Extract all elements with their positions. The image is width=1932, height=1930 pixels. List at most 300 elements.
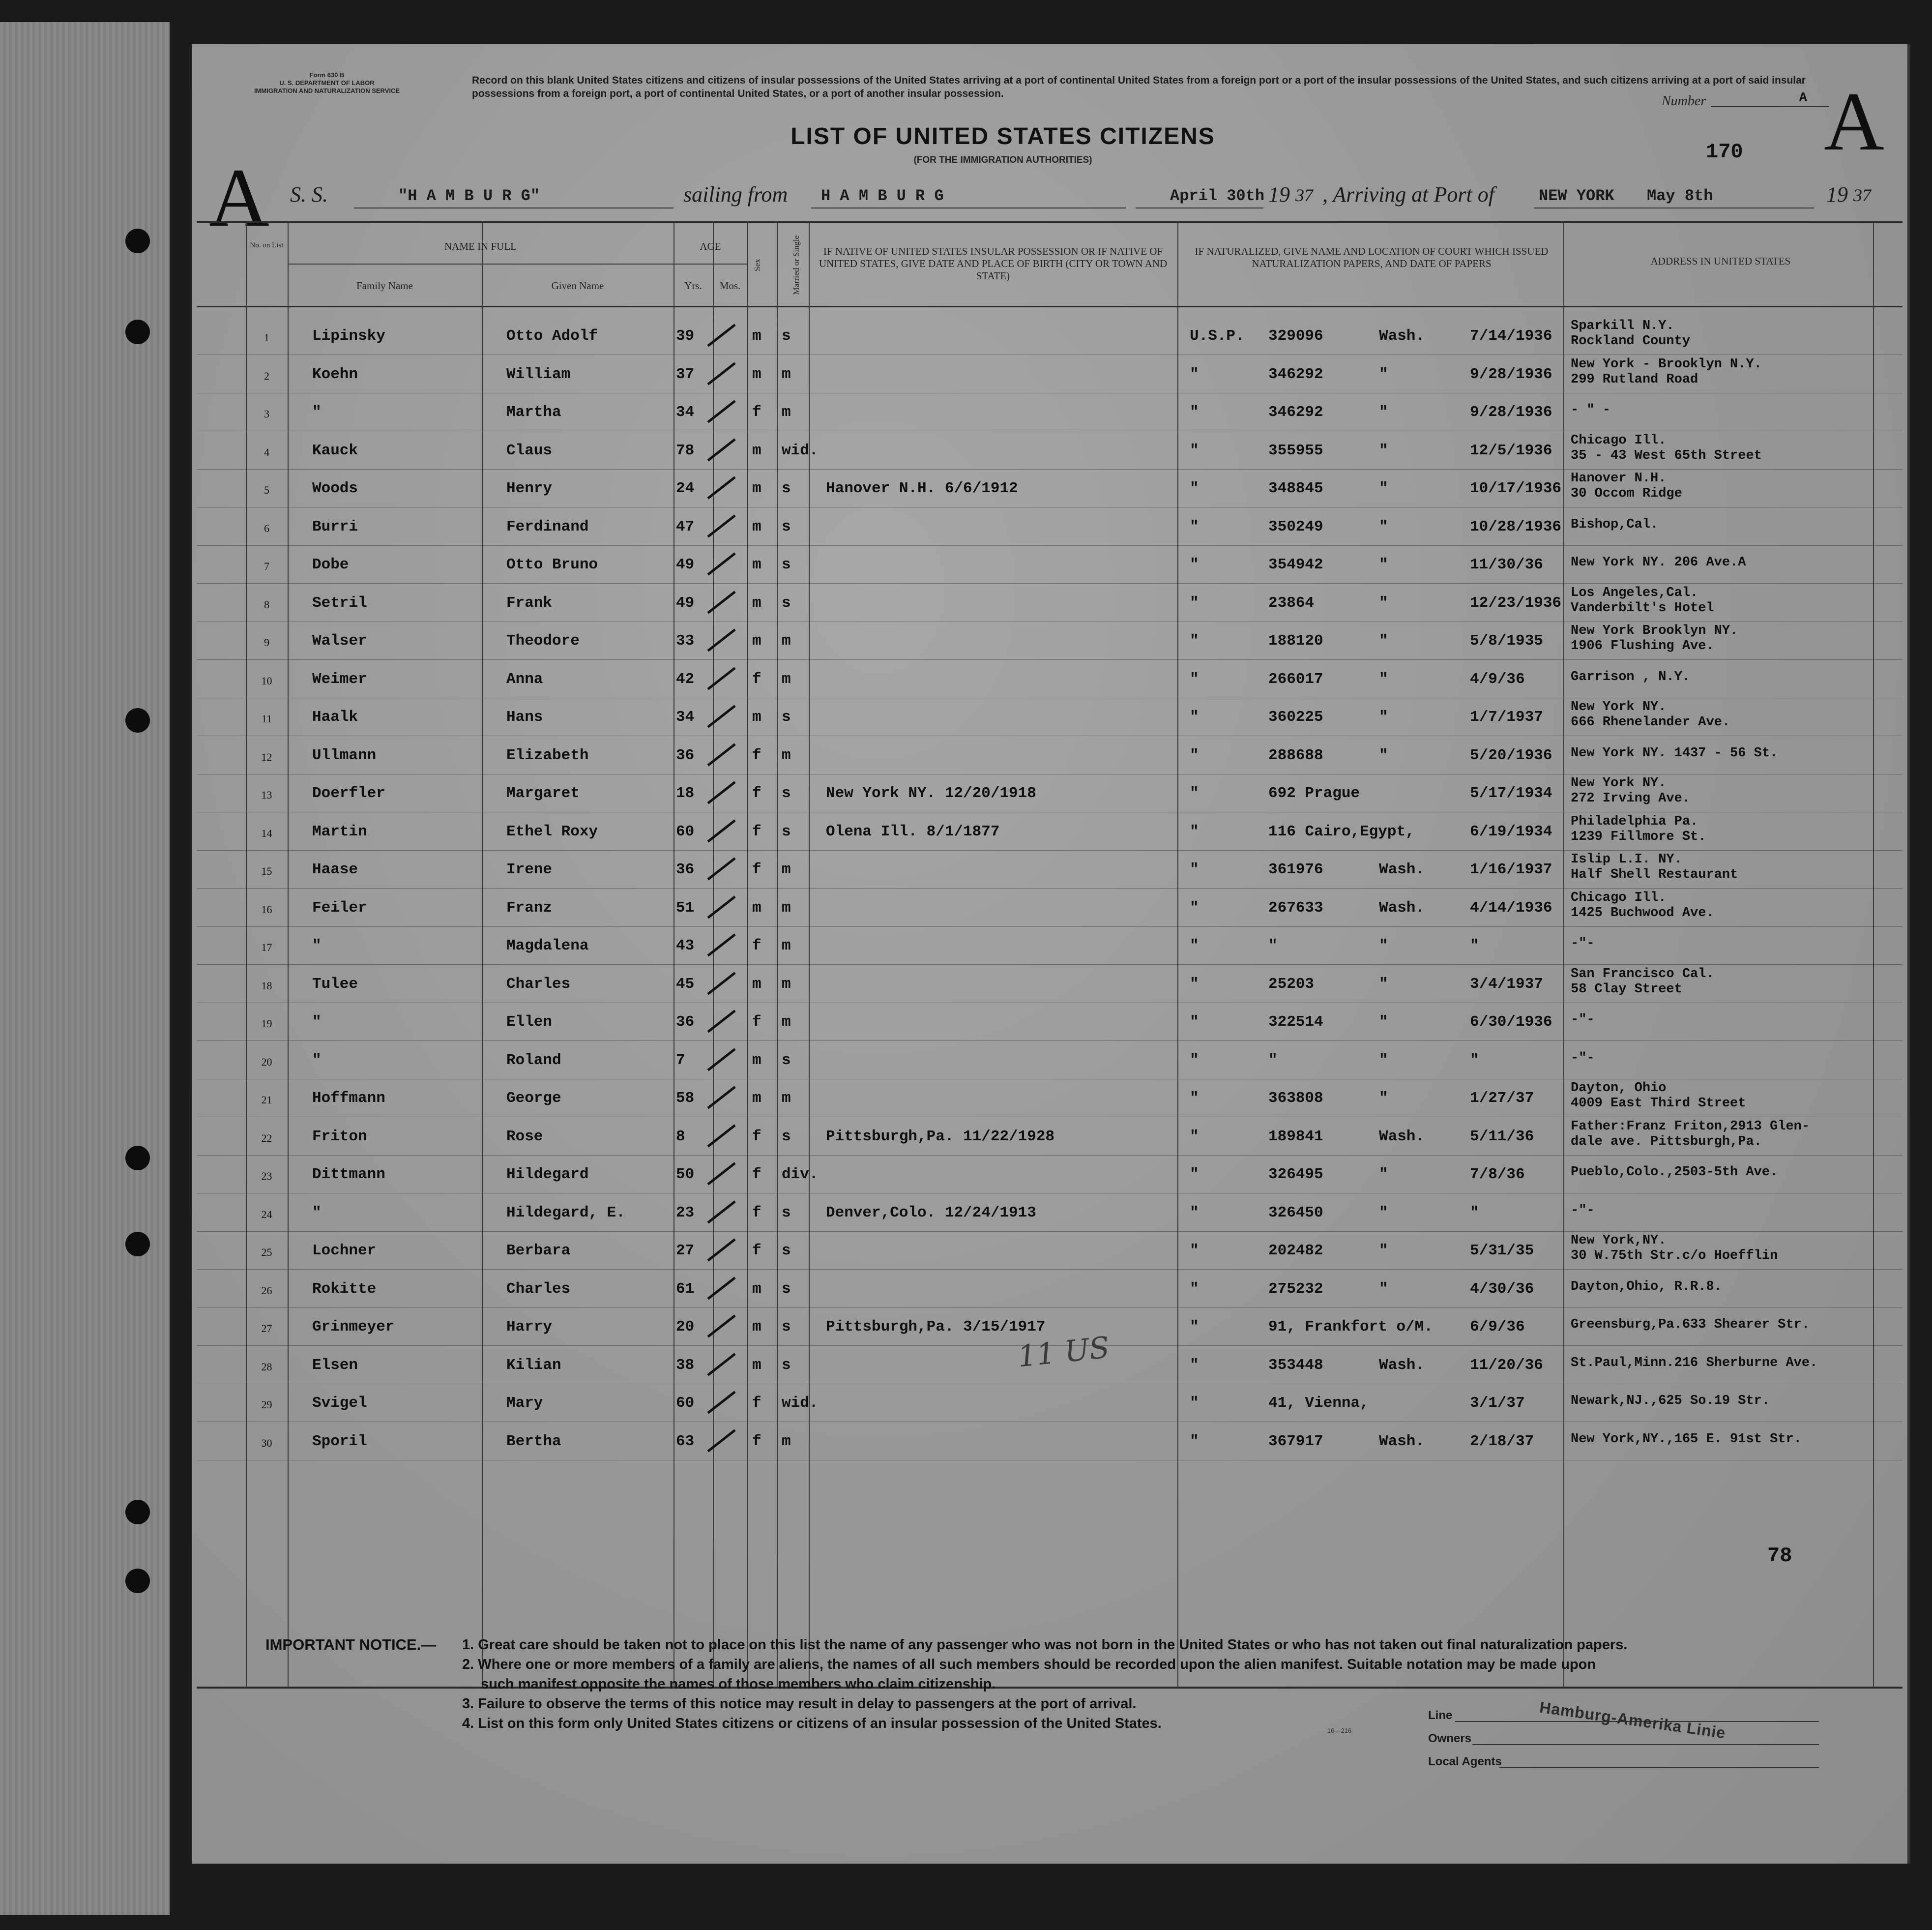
sex: f <box>752 1204 761 1221</box>
marital-status: s <box>782 823 791 840</box>
marital-status: m <box>782 1432 791 1450</box>
address-line-1: New York,NY.,165 E. 91st Str. <box>1571 1431 1802 1447</box>
court: " <box>1379 1013 1388 1031</box>
notice-heading: IMPORTANT NOTICE.— <box>265 1636 437 1653</box>
certificate-number: 363808 <box>1268 1090 1323 1107</box>
table-row <box>197 699 1903 736</box>
table-row <box>197 1118 1903 1156</box>
family-name: " <box>312 1051 322 1069</box>
marital-status: s <box>782 518 791 535</box>
header-sex: Sex <box>752 259 762 271</box>
row-number: 7 <box>264 560 269 572</box>
given-name: Frank <box>506 594 553 612</box>
papers-date: 9/28/1936 <box>1470 404 1552 421</box>
papers-date: 6/9/36 <box>1470 1318 1525 1336</box>
address-line-1: Bishop,Cal. <box>1571 517 1659 532</box>
table-row <box>197 661 1903 698</box>
given-name: Bertha <box>506 1432 561 1450</box>
family-name: " <box>312 1013 322 1031</box>
address-line-1: Dayton,Ohio, R.R.8. <box>1571 1279 1722 1294</box>
marital-status: m <box>782 670 791 688</box>
address-line-2: 299 Rutland Road <box>1571 372 1698 387</box>
check-mark <box>707 476 735 499</box>
marital-status: wid. <box>782 442 819 459</box>
table-row <box>197 546 1903 584</box>
marital-status: s <box>782 1128 791 1145</box>
year-to: 37 <box>1853 185 1871 205</box>
row-number: 22 <box>261 1131 272 1144</box>
papers-date: " <box>1470 1204 1479 1221</box>
court: Wash. <box>1379 899 1425 917</box>
sex: m <box>752 327 761 345</box>
address-line-2: 1906 Flushing Ave. <box>1571 639 1714 653</box>
family-name: Kauck <box>312 442 358 459</box>
naturalization-mark: " <box>1190 365 1199 383</box>
papers-date: 2/18/37 <box>1470 1432 1534 1450</box>
certificate-number: 275232 <box>1268 1280 1323 1298</box>
sex: m <box>752 556 761 573</box>
certificate-number: 266017 <box>1268 670 1323 688</box>
certificate-number: 350249 <box>1268 518 1323 535</box>
family-name: Elsen <box>312 1356 358 1374</box>
table-row <box>197 1232 1903 1270</box>
given-name: Otto Adolf <box>506 327 598 345</box>
marital-status: s <box>782 480 791 497</box>
naturalization-mark: " <box>1190 823 1199 840</box>
naturalization-mark: " <box>1190 632 1199 650</box>
court: " <box>1379 1090 1388 1107</box>
check-mark <box>707 400 735 423</box>
papers-date: 4/9/36 <box>1470 670 1525 688</box>
naturalization-mark: " <box>1190 1395 1199 1412</box>
row-number: 4 <box>264 445 269 458</box>
instructions: Record on this blank United States citizens and citizens of insular possessions of the United States arriving at a port of continental United States from a foreign port or a port of the insular possessions of the United States, and such citizens arriving at a port of said insular possessions from a foreign port, a port of continental United States, or a port of another insular possession. <box>472 75 1806 99</box>
row-number: 6 <box>264 522 269 534</box>
table-row <box>197 1004 1903 1041</box>
age-years: 34 <box>676 709 695 726</box>
papers-date: 11/20/36 <box>1470 1356 1543 1374</box>
family-name: Dobe <box>312 556 349 573</box>
given-name: Margaret <box>506 785 580 802</box>
naturalization-mark: " <box>1190 1051 1199 1069</box>
address-line-1: Los Angeles,Cal. <box>1571 585 1698 600</box>
family-name: Feiler <box>312 899 367 917</box>
table-row <box>197 394 1903 431</box>
table-row <box>197 737 1903 774</box>
row-number: 12 <box>261 750 272 763</box>
address-line-1: New York NY. <box>1571 700 1667 714</box>
given-name: Hildegard <box>506 1166 589 1183</box>
family-name: " <box>312 937 322 954</box>
certificate-number: 23864 <box>1268 594 1315 612</box>
age-years: 49 <box>676 556 695 573</box>
court: " <box>1379 1166 1388 1183</box>
check-mark <box>707 667 735 690</box>
court: Wash. <box>1379 861 1425 878</box>
row-number: 24 <box>261 1208 272 1220</box>
certificate-number: 202482 <box>1268 1242 1323 1259</box>
punch-hole <box>125 1569 150 1593</box>
naturalization-mark: " <box>1190 746 1199 764</box>
family-name: Martin <box>312 823 367 840</box>
header-naturalized: IF NATURALIZED, GIVE NAME AND LOCATION OF COURT WHICH ISSUED NATURALIZATION PAPERS, AND DATE OF PAPERS <box>1195 245 1549 269</box>
check-mark <box>707 1238 735 1261</box>
row-number: 8 <box>264 598 269 611</box>
given-name: Kilian <box>506 1356 561 1374</box>
sex: m <box>752 975 761 993</box>
form-reference <box>214 71 440 95</box>
papers-date: 5/17/1934 <box>1470 785 1552 802</box>
papers-date: 10/17/1936 <box>1470 480 1562 497</box>
form-number: Form 630 B <box>309 71 345 79</box>
check-mark <box>707 1314 735 1337</box>
age-years: 37 <box>676 365 695 383</box>
age-years: 60 <box>676 1395 695 1412</box>
certificate-number: 267633 <box>1268 899 1323 917</box>
family-name: Haalk <box>312 709 358 726</box>
marital-status: m <box>782 746 791 764</box>
handwritten-signature: 11 US <box>1016 1330 1112 1374</box>
sex: m <box>752 1318 761 1336</box>
check-mark <box>707 324 735 347</box>
check-mark <box>707 1048 735 1071</box>
court: Wash. <box>1379 1356 1425 1374</box>
address-line-1: Pueblo,Colo.,2503-5th Ave. <box>1571 1165 1778 1180</box>
table-row <box>197 890 1903 927</box>
papers-date: 7/8/36 <box>1470 1166 1525 1183</box>
notice-item: 3. Failure to observe the terms of this notice may result in delay to passengers at the port of arrival. <box>462 1696 1137 1712</box>
certificate-number: 322514 <box>1268 1013 1323 1031</box>
age-years: 33 <box>676 632 695 650</box>
table-row <box>197 851 1903 889</box>
naturalization-mark: " <box>1190 1204 1199 1221</box>
age-years: 23 <box>676 1204 695 1221</box>
row-number: 2 <box>264 369 269 382</box>
check-mark <box>707 705 735 728</box>
check-mark <box>707 857 735 880</box>
family-name: Haase <box>312 861 358 878</box>
papers-date: 5/8/1935 <box>1470 632 1543 650</box>
header-given-name: Given Name <box>551 280 604 292</box>
age-years: 20 <box>676 1318 695 1336</box>
row-number: 14 <box>261 827 272 839</box>
court: Wash. <box>1379 1128 1425 1145</box>
marital-status: m <box>782 1090 791 1107</box>
sex: m <box>752 1280 761 1298</box>
family-name: Tulee <box>312 975 358 993</box>
given-name: Irene <box>506 861 553 878</box>
court: " <box>1379 709 1388 726</box>
port-to: NEW YORK <box>1539 187 1614 205</box>
sex: f <box>752 1395 761 1412</box>
family-name: " <box>312 404 322 421</box>
certificate-number: 188120 <box>1268 632 1323 650</box>
age-years: 27 <box>676 1242 695 1259</box>
papers-date: 5/20/1936 <box>1470 746 1552 764</box>
table-row <box>197 585 1903 622</box>
owners-label: Owners <box>1428 1732 1472 1745</box>
check-mark <box>707 743 735 766</box>
given-name: Franz <box>506 899 553 917</box>
punch-hole <box>125 229 150 253</box>
age-years: 49 <box>676 594 695 612</box>
check-mark <box>707 1353 735 1376</box>
marital-status: s <box>782 556 791 573</box>
certificate-number: 329096 <box>1268 327 1323 345</box>
date-to: May 8th <box>1647 187 1713 205</box>
given-name: Martha <box>506 404 561 421</box>
family-name: Walser <box>312 632 367 650</box>
header-mos: Mos. <box>719 280 741 292</box>
header-no: No. on List <box>250 241 284 249</box>
check-mark <box>707 933 735 956</box>
list-letter-left: A <box>209 151 269 244</box>
table-row <box>197 1194 1903 1232</box>
sex: m <box>752 1356 761 1374</box>
certificate-number: 326495 <box>1268 1166 1323 1183</box>
age-years: 18 <box>676 785 695 802</box>
certificate-number: 355955 <box>1268 442 1323 459</box>
papers-date: 7/14/1936 <box>1470 327 1552 345</box>
age-years: 78 <box>676 442 695 459</box>
papers-date: " <box>1470 937 1479 954</box>
marital-status: m <box>782 861 791 878</box>
punch-hole <box>125 1232 150 1256</box>
certificate-number: 360225 <box>1268 709 1323 726</box>
sheet-number: 170 <box>1706 140 1743 164</box>
row-number: 3 <box>264 408 269 420</box>
naturalization-mark: " <box>1190 518 1199 535</box>
service: IMMIGRATION AND NATURALIZATION SERVICE <box>254 87 400 94</box>
number-value: A <box>1799 90 1807 105</box>
address-line-2: 58 Clay Street <box>1571 981 1682 997</box>
given-name: Henry <box>506 480 553 497</box>
court: " <box>1379 1280 1388 1298</box>
family-name: Grinmeyer <box>312 1318 395 1336</box>
form-code: 16—216 <box>1327 1727 1352 1734</box>
sex: m <box>752 365 761 383</box>
address-line-1: Chicago Ill. <box>1571 890 1667 905</box>
department: U. S. DEPARTMENT OF LABOR <box>279 79 375 87</box>
marital-status: m <box>782 899 791 917</box>
naturalization-mark: U.S.P. <box>1190 327 1245 345</box>
age-years: 60 <box>676 823 695 840</box>
row-number: 9 <box>264 636 269 649</box>
age-years: 36 <box>676 746 695 764</box>
sex: f <box>752 746 761 764</box>
address-line-1: -"- <box>1571 1203 1595 1218</box>
marital-status: m <box>782 937 791 954</box>
row-number: 29 <box>261 1398 272 1411</box>
check-mark <box>707 1200 735 1223</box>
row-number: 1 <box>264 331 269 344</box>
certificate-number: 346292 <box>1268 365 1323 383</box>
marital-status: s <box>782 327 791 345</box>
birth-info: Olena Ill. 8/1/1877 <box>826 823 1000 840</box>
given-name: Hans <box>506 709 543 726</box>
naturalization-mark: " <box>1190 1090 1199 1107</box>
address-line-1: New York NY. <box>1571 776 1667 791</box>
age-years: 38 <box>676 1356 695 1374</box>
header-birth: IF NATIVE OF UNITED STATES INSULAR POSSESSION OR IF NATIVE OF UNITED STATES, GIVE DATE AND PLACE OF BIRTH (CITY OR TOWN AND STATE) <box>819 245 1168 282</box>
agents-label: Local Agents <box>1428 1755 1502 1768</box>
sex: f <box>752 937 761 954</box>
table-row <box>197 775 1903 812</box>
papers-date: 4/30/36 <box>1470 1280 1534 1298</box>
address-line-1: -"- <box>1571 936 1595 951</box>
naturalization-mark: " <box>1190 899 1199 917</box>
naturalization-mark: " <box>1190 1356 1199 1374</box>
header-name-in-full: NAME IN FULL <box>444 240 517 252</box>
row-number: 21 <box>261 1094 272 1106</box>
papers-date: 9/28/1936 <box>1470 365 1552 383</box>
year-from: 37 <box>1295 185 1313 205</box>
shipping-line-stamp: Hamburg-Amerika Linie <box>1538 1698 1727 1742</box>
court: " <box>1379 746 1388 764</box>
certificate-number: 354942 <box>1268 556 1323 573</box>
punch-hole <box>125 1146 150 1170</box>
family-name: " <box>312 1204 322 1221</box>
family-name: Setril <box>312 594 367 612</box>
court: " <box>1379 1051 1388 1069</box>
year-prefix-from: 19 <box>1268 182 1290 207</box>
check-mark <box>707 781 735 804</box>
table-row <box>197 1042 1903 1079</box>
marital-status: m <box>782 975 791 993</box>
marital-status: s <box>782 785 791 802</box>
certificate-number: 348845 <box>1268 480 1323 497</box>
age-years: 42 <box>676 670 695 688</box>
table-row <box>197 1385 1903 1422</box>
papers-date: 3/4/1937 <box>1470 975 1543 993</box>
row-number: 28 <box>261 1360 272 1373</box>
age-years: 63 <box>676 1432 695 1450</box>
birth-info: Hanover N.H. 6/6/1912 <box>826 480 1018 497</box>
marital-status: s <box>782 1242 791 1259</box>
papers-date: 5/31/35 <box>1470 1242 1534 1259</box>
naturalization-mark: " <box>1190 1432 1199 1450</box>
certificate-number: 692 Prague <box>1268 785 1360 802</box>
address-line-1: Father:Franz Friton,2913 Glen- <box>1571 1119 1810 1134</box>
table-row <box>197 927 1903 965</box>
check-mark <box>707 895 735 919</box>
address-line-1: New York NY. 206 Ave.A <box>1571 555 1746 570</box>
naturalization-mark: " <box>1190 937 1199 954</box>
row-number: 20 <box>261 1055 272 1068</box>
certificate-number: " <box>1268 1051 1278 1069</box>
table-row <box>197 966 1903 1003</box>
address-line-1: Greensburg,Pa.633 Shearer Str. <box>1571 1317 1810 1332</box>
sex: f <box>752 785 761 802</box>
marital-status: div. <box>782 1166 819 1183</box>
header-address: ADDRESS IN UNITED STATES <box>1650 255 1791 267</box>
papers-date: 11/30/36 <box>1470 556 1543 573</box>
age-years: 45 <box>676 975 695 993</box>
age-years: 58 <box>676 1090 695 1107</box>
papers-date: 3/1/37 <box>1470 1395 1525 1412</box>
table-row <box>197 356 1903 393</box>
court: " <box>1379 556 1388 573</box>
naturalization-mark: " <box>1190 442 1199 459</box>
given-name: Berbara <box>506 1242 571 1259</box>
header-married: Married or Single <box>791 235 801 295</box>
address-line-1: - " - <box>1571 403 1611 417</box>
address-line-2: 35 - 43 West 65th Street <box>1571 448 1762 463</box>
sex: f <box>752 1166 761 1183</box>
sex: m <box>752 594 761 612</box>
age-years: 36 <box>676 861 695 878</box>
table-row <box>197 470 1903 507</box>
address-line-2: 30 W.75th Str.c/o Hoefflin <box>1571 1248 1778 1263</box>
table-row <box>197 1271 1903 1308</box>
birth-info: Denver,Colo. 12/24/1913 <box>826 1204 1036 1221</box>
marital-status: wid. <box>782 1395 819 1412</box>
sex: f <box>752 1242 761 1259</box>
notice-item: 2. Where one or more members of a family are aliens, the names of all such members should be recorded upon the alien manifest. Suitable notation may be made upon <box>462 1657 1596 1672</box>
naturalization-mark: " <box>1190 861 1199 878</box>
certificate-number: 91, Frankfort o/M. <box>1268 1318 1433 1336</box>
check-mark <box>707 438 735 461</box>
check-mark <box>707 628 735 652</box>
sex: m <box>752 480 761 497</box>
header-yrs: Yrs. <box>684 280 702 292</box>
punch-hole <box>125 320 150 344</box>
family-name: Sporil <box>312 1432 367 1450</box>
check-mark <box>707 1429 735 1452</box>
marital-status: m <box>782 404 791 421</box>
given-name: Mary <box>506 1395 543 1412</box>
family-name: Lochner <box>312 1242 377 1259</box>
naturalization-mark: " <box>1190 785 1199 802</box>
notice-item: 1. Great care should be taken not to place on this list the name of any passenger who was not born in the United States or who has not taken out final naturalization papers. <box>462 1637 1628 1653</box>
date-from: April 30th <box>1170 187 1265 205</box>
row-number: 10 <box>261 674 272 687</box>
family-name: Koehn <box>312 365 358 383</box>
certificate-number: 361976 <box>1268 861 1323 878</box>
check-mark <box>707 1086 735 1109</box>
marital-status: s <box>782 594 791 612</box>
row-number: 27 <box>261 1322 272 1335</box>
papers-date: " <box>1470 1051 1479 1069</box>
given-name: Charles <box>506 975 571 993</box>
check-mark <box>707 591 735 614</box>
address-line-2: Rockland County <box>1571 334 1691 349</box>
passenger-table <box>197 221 1903 1689</box>
papers-date: 1/16/1937 <box>1470 861 1552 878</box>
row-number: 16 <box>261 903 272 916</box>
family-name: Hoffmann <box>312 1090 385 1107</box>
court: " <box>1379 518 1388 535</box>
family-name: Friton <box>312 1128 367 1145</box>
given-name: George <box>506 1090 561 1107</box>
notice-item: such manifest opposite the names of those members who claim citizenship. <box>481 1676 996 1692</box>
marital-status: s <box>782 1356 791 1374</box>
address-line-1: Sparkill N.Y. <box>1571 319 1674 333</box>
given-name: Otto Bruno <box>506 556 598 573</box>
row-number: 25 <box>261 1246 272 1258</box>
family-name: Dittmann <box>312 1166 385 1183</box>
sex: f <box>752 404 761 421</box>
binder-strip <box>0 22 170 1915</box>
sex: f <box>752 1128 761 1145</box>
sailing-label: sailing from <box>683 182 788 207</box>
certificate-number: 346292 <box>1268 404 1323 421</box>
marital-status: s <box>782 709 791 726</box>
sex: m <box>752 442 761 459</box>
court: " <box>1379 365 1388 383</box>
line-label: Line <box>1428 1709 1453 1722</box>
manifest-page <box>192 44 1910 1864</box>
